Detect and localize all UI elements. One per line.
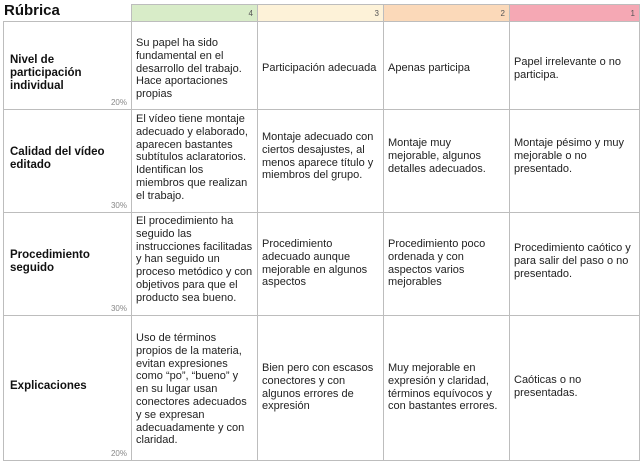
rubric-title: Rúbrica bbox=[4, 2, 60, 19]
level-description: Procedimiento adecuado aunque mejorable en algunos aspectos bbox=[262, 238, 368, 289]
level-3-cell bbox=[258, 110, 384, 213]
level-4-cell bbox=[132, 213, 258, 316]
criterion-cell bbox=[4, 316, 132, 461]
criterion-label: Explicaciones bbox=[10, 380, 87, 392]
level-1-cell bbox=[510, 213, 640, 316]
level-4-cell bbox=[132, 110, 258, 213]
level-1-header bbox=[510, 5, 640, 22]
level-2-cell bbox=[384, 110, 510, 213]
rubric-table bbox=[3, 4, 640, 461]
criterion-cell bbox=[4, 22, 132, 110]
level-2-header bbox=[384, 5, 510, 22]
level-1-cell bbox=[510, 316, 640, 461]
level-description: Apenas participa bbox=[388, 62, 470, 74]
weight-label: 20% bbox=[110, 98, 127, 107]
level-3-cell bbox=[258, 22, 384, 110]
level-score: 2 bbox=[500, 9, 505, 18]
level-description: Uso de términos propios de la materia, evitan expresiones como “po”, “bueno” y en su lugar usan conectores adecuados y se expresan adecuadamente y con claridad. bbox=[136, 332, 247, 447]
level-description: El vídeo tiene montaje adecuado y elaborado, aparecen bastantes subtítulos aclaratorios. Identifican los miembros que realizan el trabajo. bbox=[136, 113, 248, 202]
level-2-cell bbox=[384, 213, 510, 316]
level-score: 1 bbox=[630, 9, 635, 18]
level-4-cell bbox=[132, 22, 258, 110]
level-description: Montaje pésimo y muy mejorable o no presentado. bbox=[514, 137, 625, 175]
level-description: Muy mejorable en expresión y claridad, términos equívocos y con bastantes errores. bbox=[388, 362, 498, 413]
level-description: Bien pero con escasos conectores y con algunos errores de expresión bbox=[262, 362, 374, 413]
level-2-cell bbox=[384, 316, 510, 461]
rubric-row-participation bbox=[4, 22, 640, 110]
level-description: Caóticas o no presentadas. bbox=[514, 374, 582, 399]
level-3-header bbox=[258, 5, 384, 22]
level-2-cell bbox=[384, 22, 510, 110]
criterion-label: Nivel de participación individual bbox=[10, 54, 82, 92]
level-description: Montaje adecuado con ciertos desajustes, al menos aparece título y miembros del grupo. bbox=[262, 131, 374, 182]
criterion-label: Calidad del vídeo editado bbox=[10, 146, 105, 171]
level-description: Papel irrelevante o no participa. bbox=[514, 56, 622, 81]
level-4-header bbox=[132, 5, 258, 22]
rubric-row-explanations bbox=[4, 316, 640, 461]
header-row bbox=[4, 5, 640, 22]
level-1-cell bbox=[510, 110, 640, 213]
rubric-row-video-quality bbox=[4, 110, 640, 213]
level-score: 3 bbox=[374, 9, 379, 18]
weight-label: 20% bbox=[110, 449, 127, 458]
level-description: Su papel ha sido fundamental en el desarrollo del trabajo. Hace aportaciones propias bbox=[136, 37, 242, 101]
weight-label: 30% bbox=[110, 201, 127, 210]
level-description: Procedimiento caótico y para salir del paso o no presentado. bbox=[514, 242, 631, 280]
level-description: Montaje muy mejorable, algunos detalles adecuados. bbox=[388, 137, 486, 175]
level-1-cell bbox=[510, 22, 640, 110]
level-3-cell bbox=[258, 316, 384, 461]
criterion-label: Procedimiento seguido bbox=[10, 249, 90, 274]
rubric-row-procedure bbox=[4, 213, 640, 316]
criterion-cell bbox=[4, 213, 132, 316]
level-3-cell bbox=[258, 213, 384, 316]
level-description: El procedimiento ha seguido las instrucciones facilitadas y han seguido un proceso metódico y con objetivos para que el producto sea bueno. bbox=[136, 215, 253, 304]
level-description: Procedimiento poco ordenada y con aspectos varios mejorables bbox=[388, 238, 486, 289]
level-description: Participación adecuada bbox=[262, 62, 377, 74]
weight-label: 30% bbox=[110, 304, 127, 313]
header-corner bbox=[4, 5, 132, 22]
criterion-cell bbox=[4, 110, 132, 213]
level-4-cell bbox=[132, 316, 258, 461]
level-score: 4 bbox=[248, 9, 253, 18]
